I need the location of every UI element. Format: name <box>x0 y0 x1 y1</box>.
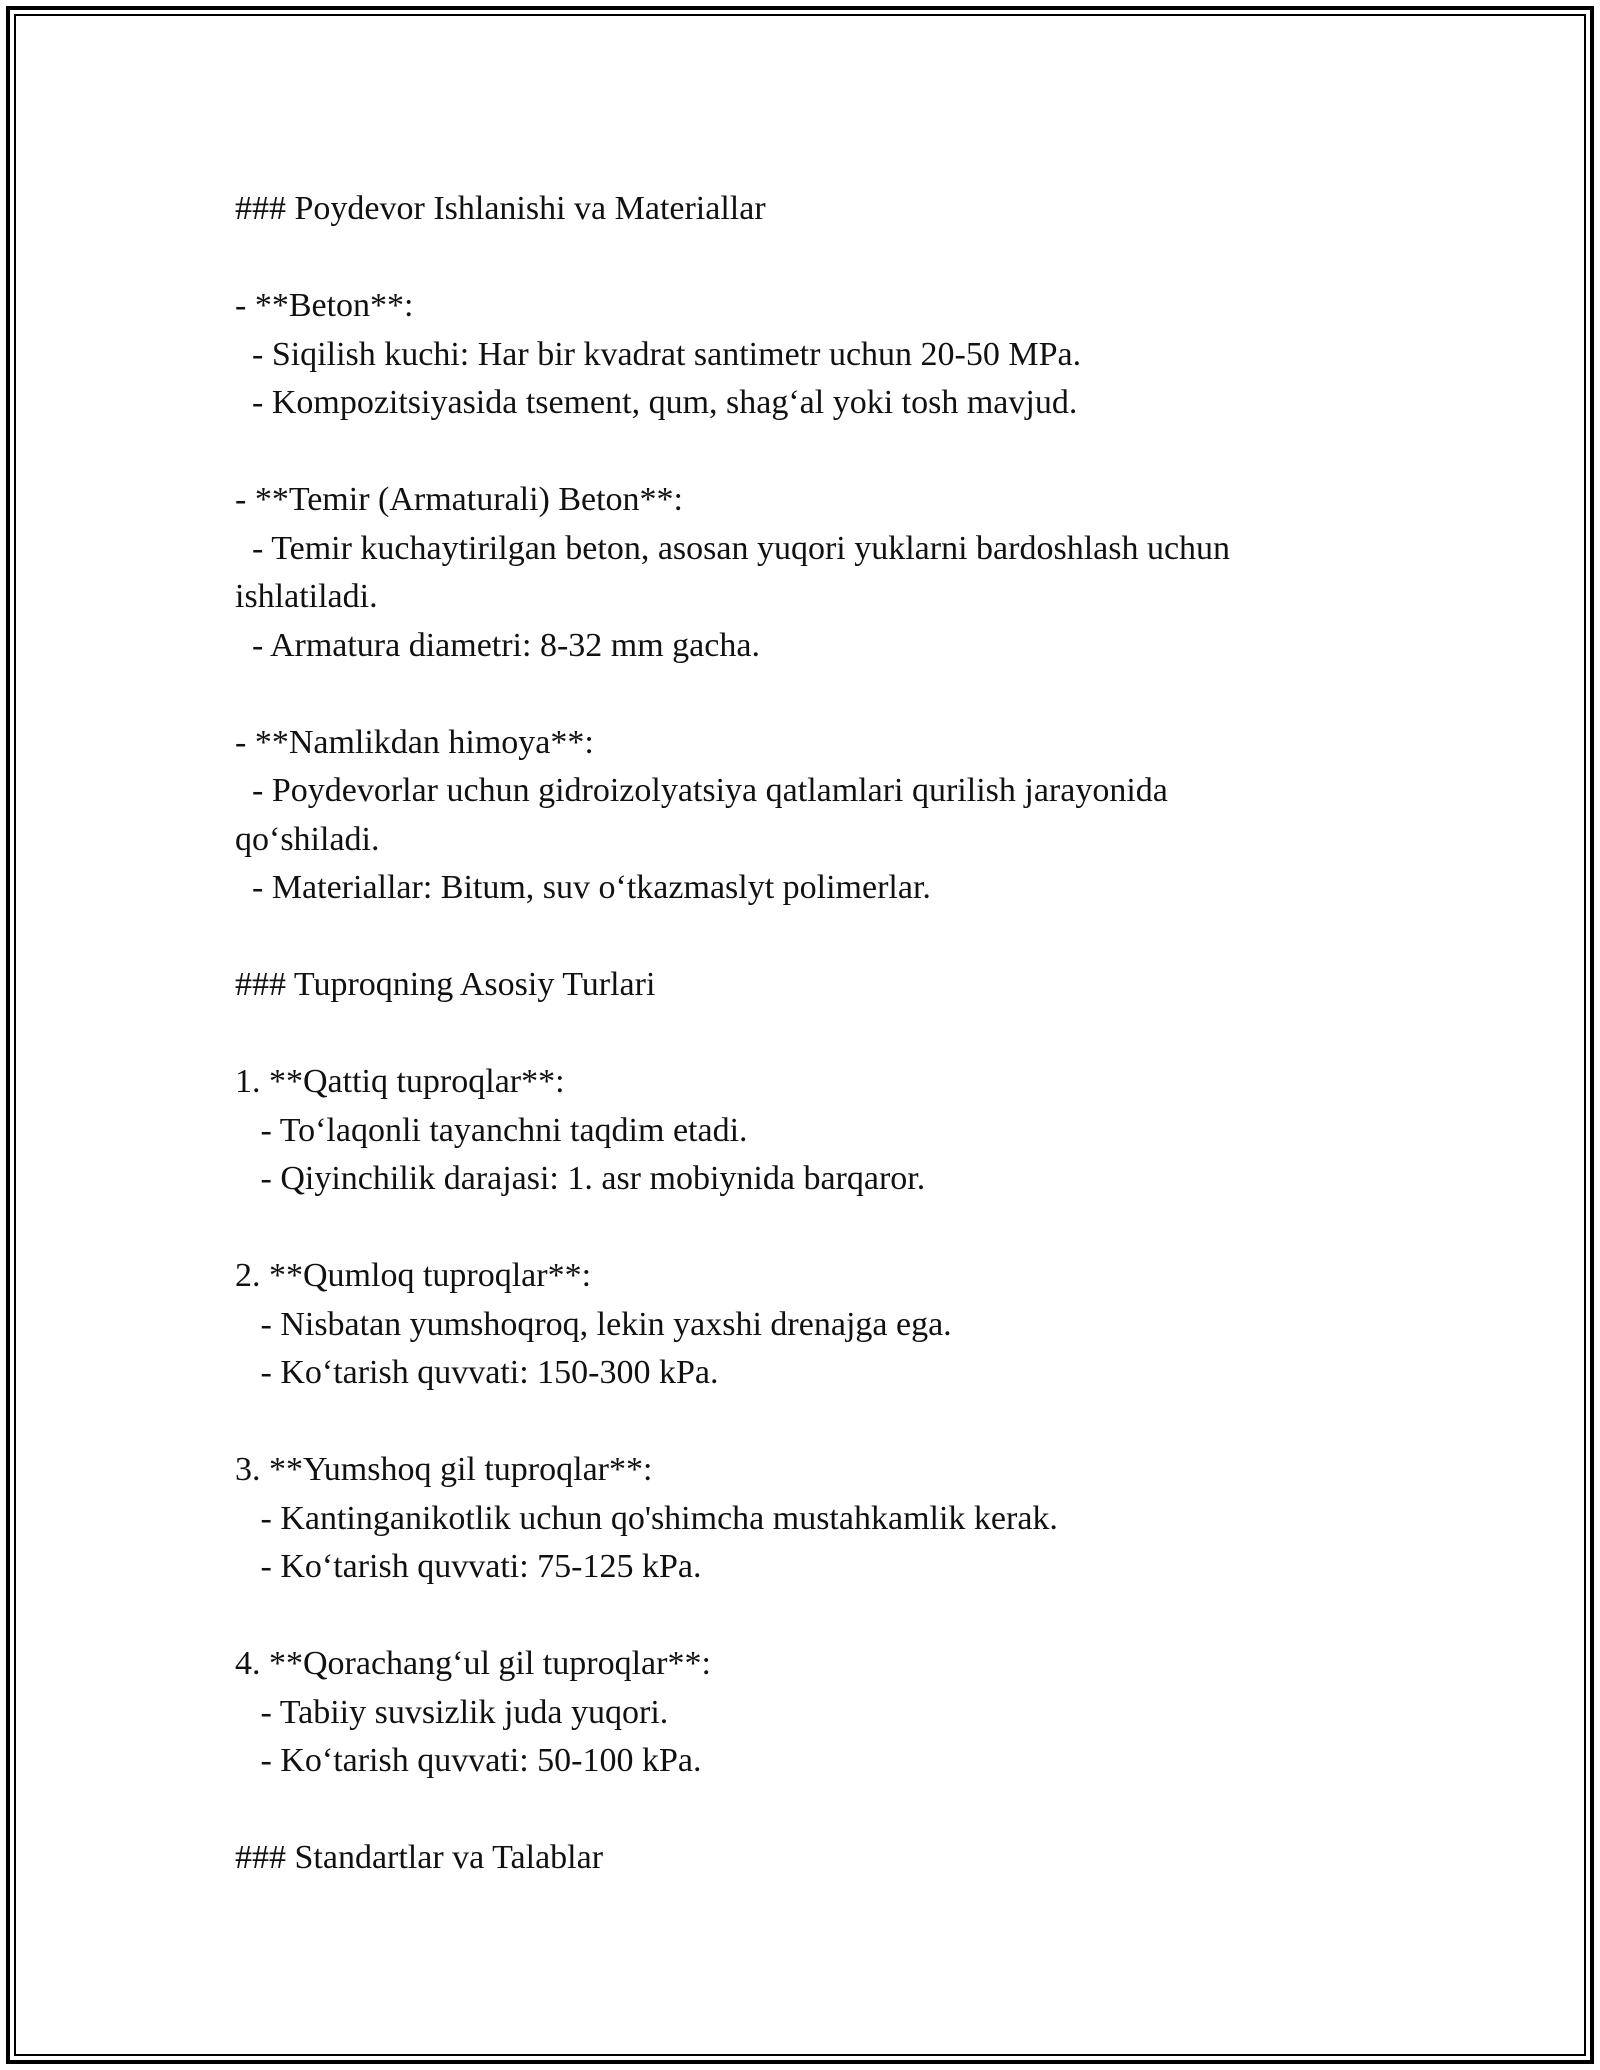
list-subitem: - Armatura diametri: 8-32 mm gacha. <box>235 626 760 664</box>
list-subitem: - Kompozitsiyasida tsement, qum, shag‘al yoki tosh mavjud. <box>235 384 1078 421</box>
list-item-beton: - **Beton**: <box>235 287 414 324</box>
blank-line <box>235 1398 1375 1447</box>
list-subitem: - Ko‘tarish quvvati: 150-300 kPa. <box>235 1354 719 1391</box>
list-subitem-continued: ishlatiladi. <box>235 578 378 615</box>
list-subitem: - Qiyinchilik darajasi: 1. asr mobiynida barqaror. <box>235 1160 926 1197</box>
list-subitem: - Poydevorlar uchun gidroizolyatsiya qatlamlari qurilish jarayonida <box>235 772 1168 809</box>
list-item-namlik: - **Namlikdan himoya**: <box>235 723 594 761</box>
numbered-item-1: 1. **Qattiq tuproqlar**: <box>235 1063 565 1100</box>
list-subitem: - To‘laqonli tayanchni taqdim etadi. <box>235 1111 748 1149</box>
list-item-temir-beton: - **Temir (Armaturali) Beton**: <box>235 481 683 518</box>
numbered-item-3: 3. **Yumshoq gil tuproqlar**: <box>235 1451 653 1488</box>
numbered-item-2: 2. **Qumloq tuproqlar**: <box>235 1257 592 1294</box>
list-subitem: - Tabiiy suvsizlik juda yuqori. <box>235 1693 669 1731</box>
blank-line <box>235 913 1375 962</box>
list-subitem: - Siqilish kuchi: Har bir kvadrat santimetr uchun 20-50 MPa. <box>235 335 1082 373</box>
blank-line <box>235 428 1375 477</box>
heading-standartlar: ### Standartlar va Talablar <box>235 1839 604 1876</box>
document-body <box>235 185 1375 1883</box>
list-subitem-continued: qo‘shiladi. <box>235 820 380 858</box>
blank-line <box>235 234 1375 283</box>
numbered-item-4: 4. **Qorachang‘ul gil tuproqlar**: <box>235 1645 711 1682</box>
heading-tuproq: ### Tuproqning Asosiy Turlari <box>235 966 656 1003</box>
list-subitem: - Nisbatan yumshoqroq, lekin yaxshi drenajga ega. <box>235 1305 952 1343</box>
list-subitem: - Kantinganikotlik uchun qo'shimcha mustahkamlik kerak. <box>235 1499 1058 1537</box>
list-subitem: - Ko‘tarish quvvati: 50-100 kPa. <box>235 1742 702 1779</box>
blank-line <box>235 1786 1375 1835</box>
list-subitem: - Materiallar: Bitum, suv o‘tkazmaslyt polimerlar. <box>235 869 931 906</box>
list-subitem: - Ko‘tarish quvvati: 75-125 kPa. <box>235 1548 702 1585</box>
heading-poydevor: ### Poydevor Ishlanishi va Materiallar <box>235 190 766 227</box>
blank-line <box>235 1592 1375 1641</box>
blank-line <box>235 1204 1375 1253</box>
list-subitem: - Temir kuchaytirilgan beton, asosan yuqori yuklarni bardoshlash uchun <box>235 529 1231 567</box>
blank-line <box>235 1010 1375 1059</box>
blank-line <box>235 670 1375 719</box>
